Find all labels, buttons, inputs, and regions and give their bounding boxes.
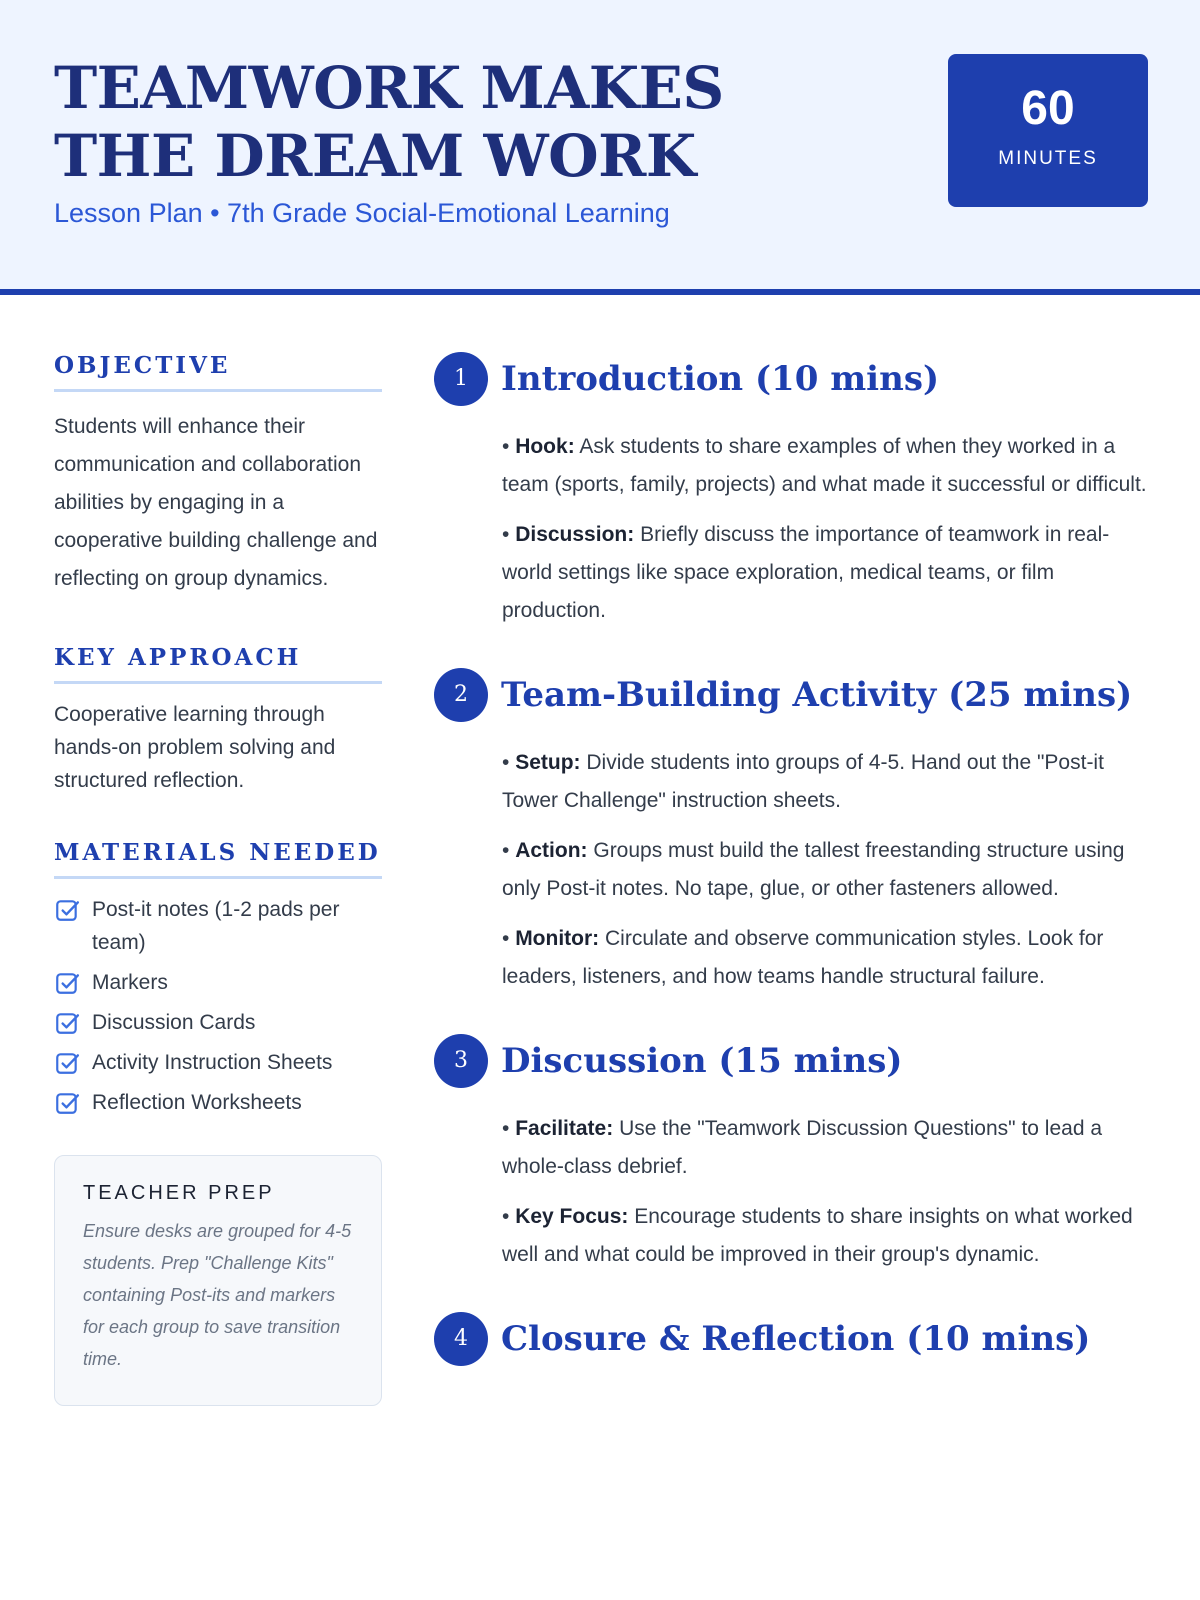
duration-unit: MINUTES: [998, 148, 1098, 169]
step-team-building-activity: [434, 668, 1154, 996]
teacher-prep-card: [54, 1155, 382, 1406]
page-title: TEAMWORK MAKES THE DREAM WORK: [54, 54, 724, 190]
sidebar: [54, 352, 382, 1406]
step-bullet: • Facilitate: Use the "Teamwork Discussion Questions" to lead a whole-class debrief.: [502, 1117, 1103, 1178]
material-item: [54, 1046, 382, 1079]
checkbox-checked-icon: [54, 1090, 80, 1116]
step-bullet: • Action: Groups must build the tallest freestanding structure using only Post-it notes. No tape, glue, or other fasteners allowed.: [502, 839, 1125, 900]
checkbox-checked-icon: [54, 1050, 80, 1076]
step-number-badge: 2: [434, 668, 488, 722]
lesson-steps: [434, 352, 1154, 1404]
checkbox-checked-icon: [54, 897, 80, 923]
step-title: Introduction (10 mins): [501, 359, 940, 399]
step-closure-reflection: [434, 1312, 1154, 1366]
step-title: Discussion (15 mins): [501, 1041, 903, 1081]
checkbox-checked-icon: [54, 1010, 80, 1036]
material-item: [54, 966, 382, 999]
step-bullet: • Discussion: Briefly discuss the importance of teamwork in real-world settings like space exploration, medical teams, or film production.: [502, 523, 1110, 622]
step-title: Closure & Reflection (10 mins): [501, 1319, 1091, 1359]
materials-list: [54, 893, 382, 1119]
objective-text: Students will enhance their communication and collaboration abilities by engaging in a cooperative building challenge and reflecting on group dynamics.: [54, 415, 378, 590]
material-label: Post-it notes (1-2 pads per team): [92, 898, 340, 954]
prep-text: Ensure desks are grouped for 4-5 students. Prep "Challenge Kits" containing Post-its and markers for each group to save transition time.: [83, 1221, 352, 1369]
duration-value: 60: [1021, 82, 1075, 135]
prep-heading: TEACHER PREP: [83, 1182, 275, 1204]
checkbox-checked-icon: [54, 970, 80, 996]
step-title: Team-Building Activity (25 mins): [501, 675, 1133, 715]
material-label: Activity Instruction Sheets: [92, 1051, 333, 1074]
material-item: [54, 893, 382, 959]
approach-text: Cooperative learning through hands-on problem solving and structured reflection.: [54, 703, 336, 792]
materials-heading: MATERIALS NEEDED: [54, 839, 382, 879]
material-item: [54, 1006, 382, 1039]
step-introduction: [434, 352, 1154, 630]
material-label: Markers: [92, 971, 168, 994]
step-bullet: • Hook: Ask students to share examples of when they worked in a team (sports, family, projects) and what made it successful or difficult.: [502, 435, 1147, 496]
approach-heading: KEY APPROACH: [54, 644, 382, 684]
material-label: Discussion Cards: [92, 1011, 256, 1034]
step-number-badge: 1: [434, 352, 488, 406]
step-number-badge: 3: [434, 1034, 488, 1088]
step-bullet: • Monitor: Circulate and observe communication styles. Look for leaders, listeners, and how teams handle structural failure.: [502, 927, 1104, 988]
step-number-badge: 4: [434, 1312, 488, 1366]
step-bullet: • Key Focus: Encourage students to share insights on what worked well and what could be improved in their group's dynamic.: [502, 1205, 1133, 1266]
material-item: [54, 1086, 382, 1119]
material-label: Reflection Worksheets: [92, 1091, 302, 1114]
lesson-header: [0, 0, 1200, 295]
page-subtitle: Lesson Plan • 7th Grade Social-Emotional Learning: [54, 198, 670, 228]
duration-badge: [948, 54, 1148, 207]
objective-heading: OBJECTIVE: [54, 352, 382, 392]
step-bullet: • Setup: Divide students into groups of 4-5. Hand out the "Post-it Tower Challenge" instruction sheets.: [502, 751, 1104, 812]
step-discussion: [434, 1034, 1154, 1274]
